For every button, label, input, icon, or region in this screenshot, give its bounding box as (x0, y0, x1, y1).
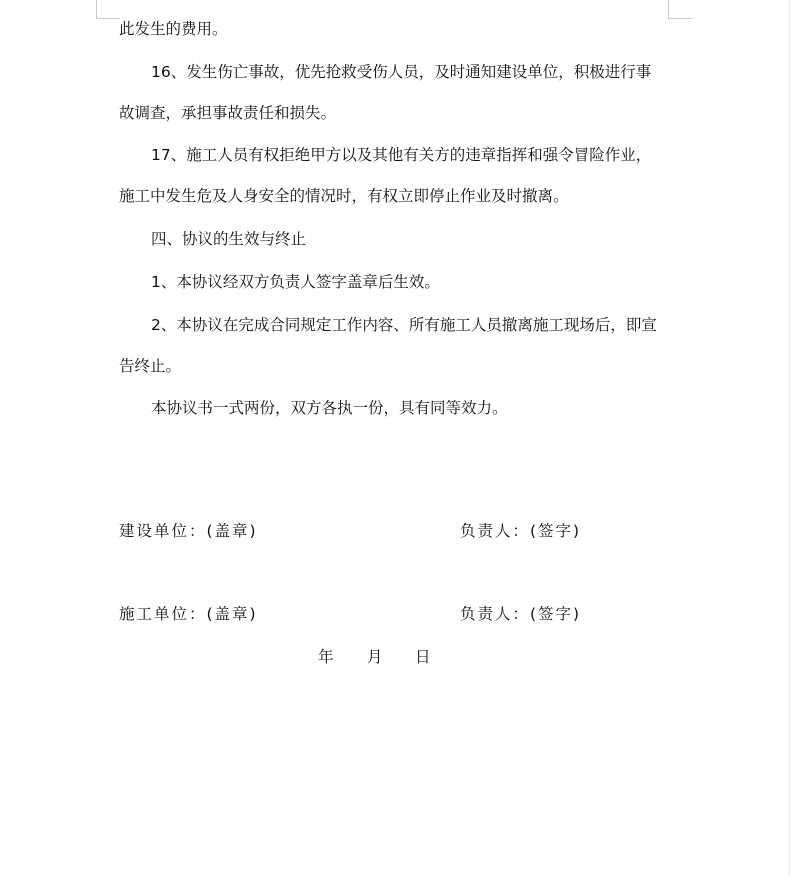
party-a-unit-label: 建设单位：(盖章) (119, 522, 258, 540)
paragraph-line: 16、发生伤亡事故，优先抢救受伤人员，及时通知建设单位，积极进行事 (151, 63, 652, 81)
paragraph-line: 故调查，承担事故责任和损失。 (119, 104, 337, 122)
paragraph-line: 17、施工人员有权拒绝甲方以及其他有关方的违章指挥和强令冒险作业， (151, 146, 652, 164)
paragraph-line: 施工中发生危及人身安全的情况时，有权立即停止作业及时撤离。 (119, 187, 569, 205)
paragraph-line: 2、本协议在完成合同规定工作内容、所有施工人员撤离施工现场后，即宣 (151, 316, 657, 334)
crop-mark-left (96, 0, 97, 18)
party-a-person-label: 负责人：(签字) (460, 522, 582, 540)
date-day-label: 日 (415, 648, 431, 666)
paragraph-line: 此发生的费用。 (119, 20, 228, 38)
party-b-person-label: 负责人：(签字) (460, 605, 582, 623)
paragraph-line: 本协议书一式两份，双方各执一份，具有同等效力。 (151, 399, 508, 417)
crop-mark-right (668, 0, 669, 18)
section-heading: 四、协议的生效与终止 (151, 230, 307, 248)
paragraph-line: 告终止。 (119, 357, 182, 375)
crop-mark-right-horizontal (668, 18, 692, 19)
date-month-label: 月 (367, 648, 383, 666)
crop-mark-left-horizontal (96, 18, 120, 19)
paragraph-line: 1、本协议经双方负责人签字盖章后生效。 (151, 273, 440, 291)
date-year-label: 年 (318, 648, 334, 666)
party-b-unit-label: 施工单位：(盖章) (119, 605, 258, 623)
